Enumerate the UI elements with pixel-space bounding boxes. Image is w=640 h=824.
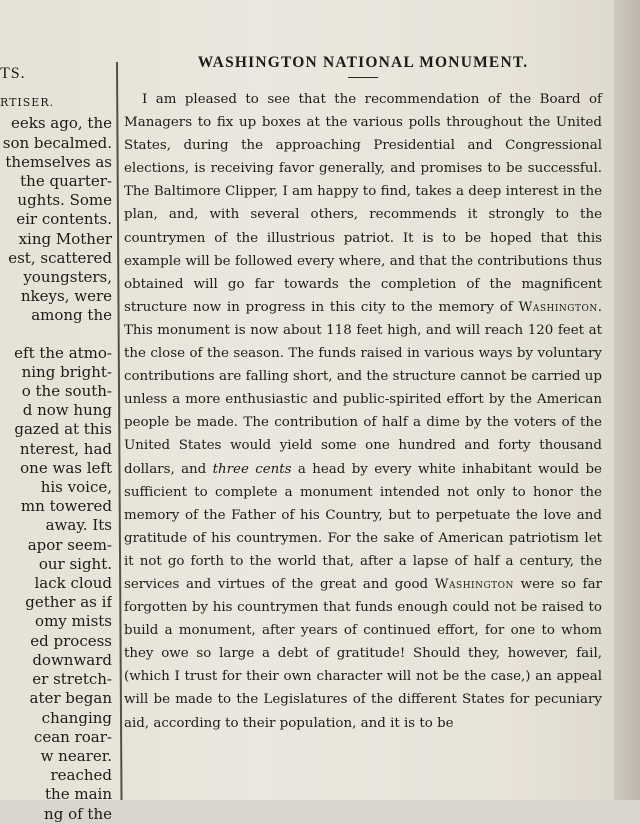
left-line: gazed at this [14,420,112,439]
left-line: among the [31,306,112,325]
left-line: our sight. [38,554,112,573]
left-line: the quarter- [20,172,112,191]
article-text-part: were so far forgotten by his countrymen that funds enough could not be raised to build a monument, after years of continued effort, for one to whom they owe so large a debt of gratitude! Should they, however, fail, (which I trust for their own character will not be the case,) an appeal will be made to the Legislatures of the different States for pecuniary aid, according to their population, and it is to be [124,576,603,731]
left-line: est, scattered [8,248,112,267]
left-line: downward [32,650,112,669]
article-italic-three-cents: three cents [212,461,292,477]
left-line: eft the atmo- [14,343,112,362]
left-line: the main [45,785,112,804]
title-rule [348,77,378,78]
left-paragraph-2 [0,344,112,824]
article-text-part: . This monument is now about 118 feet high, and will reach 120 feet at the close of the season. The funds raised in various ways by voluntary contributions are falling short, and the structure cannot be carried up unless a more enthusiastic and public-spirited effort by the American people be made. The contribution of half a dime by the voters of the United States would yield some one hundred and forty thousand dollars, and [124,299,602,477]
left-line: changing [41,708,112,727]
article-text-part: I am pleased to see that the recommendation of the Board of Managers to fix up boxes at the various polls throughout the United States, during the approaching Presidential and Congressional elections, is receiving favor generally, and promises to be successful. The Baltimore Clipper, I am happy to find, takes a deep interest in the plan, and, with several others, recommends it strongly to the countrymen of the illustrious patriot. It is to be hoped that this example will be followed every where, and that the contributions thus obtained will go far towards the completion of the magnificent structure now in progress in this city to the memory of [124,92,602,315]
left-line: ater began [29,689,112,708]
left-line: d now hung [22,401,112,420]
article-text-part: a head by every white inhabitant would be sufficient to complete a monument intended not only to honor the memory of the Father of his Country, but to perpetuate the love and gratitude of his countrymen. For the sake of American patriotism let it not go forth to the world that, after a lapse of half a century, the services and virtues of the great and good [124,461,602,592]
article-body [124,88,602,735]
left-line: themselves as [5,152,112,171]
article-name-washington: Washington [434,576,514,592]
left-line: gether as if [25,593,112,612]
column-divider [116,62,122,800]
left-line: son becalmed. [2,133,112,152]
article-name-washington: Washington [518,299,598,315]
article-column [124,52,602,735]
left-line: away. Its [45,516,112,535]
left-line: apor seem- [27,535,112,554]
left-line: ning bright- [21,362,112,381]
left-line: youngsters, [23,268,112,287]
left-column-fragment [0,64,112,824]
left-line: mn towered [20,497,112,516]
left-line: ughts. Some [17,191,112,210]
left-line: eeks ago, the [11,114,112,133]
left-line: cean roar- [33,727,112,746]
left-line: w nearer. [40,746,112,765]
left-column-subhead: RTISER. [0,96,55,110]
left-line: omy mists [35,612,112,631]
left-line: lack cloud [34,574,112,593]
left-line: ng of the [44,804,112,823]
left-line: reached [50,766,112,785]
left-line: ed process [30,631,112,650]
page-edge-shadow [614,0,640,800]
left-line: eir contents. [16,210,112,229]
article-title: WASHINGTON NATIONAL MONUMENT. [197,54,529,71]
left-line: er stretch- [32,670,112,689]
paragraph-gap [0,326,112,344]
left-line: nkeys, were [20,287,112,306]
left-line: his voice, [40,478,112,497]
left-line: xing Mother [18,229,112,248]
left-line: one was left [20,458,112,477]
left-column-heading: TS. [0,65,26,82]
left-line: nterest, had [19,439,112,458]
left-line: o the south- [21,382,112,401]
left-paragraph-1 [0,114,112,325]
